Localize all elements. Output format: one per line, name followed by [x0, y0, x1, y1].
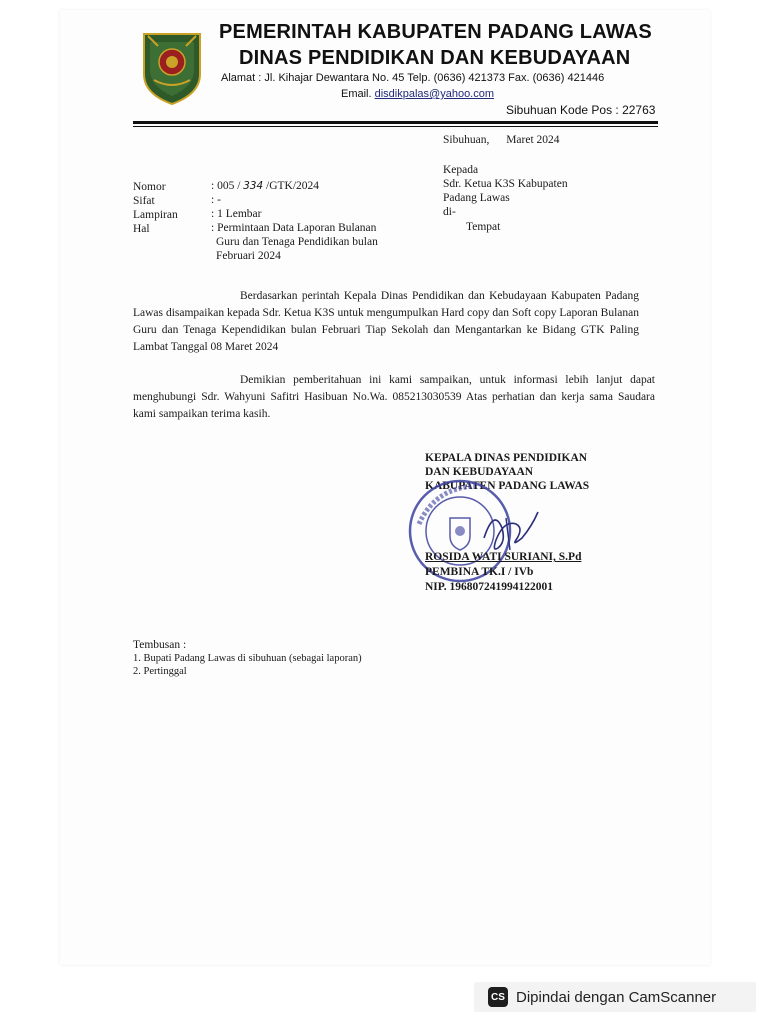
- letterhead-postal: Sibuhuan Kode Pos : 22763: [506, 103, 656, 117]
- hal-line2: Guru dan Tenaga Pendidikan bulan: [216, 236, 378, 248]
- lampiran-label: Lampiran: [133, 209, 178, 221]
- letterhead-title-line1: PEMERINTAH KABUPATEN PADANG LAWAS: [219, 21, 652, 43]
- tembusan-item-2: 2. Pertinggal: [133, 666, 187, 677]
- recipient-name-line2: Padang Lawas: [443, 192, 510, 204]
- nomor-label: Nomor: [133, 181, 166, 193]
- recipient-name-line1: Sdr. Ketua K3S Kabupaten: [443, 178, 568, 190]
- nomor-suffix: /GTK/2024: [266, 180, 320, 192]
- regency-emblem-logo: [140, 30, 204, 106]
- hal-line1: : Permintaan Data Laporan Bulanan: [211, 222, 377, 234]
- letterhead-rule-thick: [133, 121, 658, 124]
- tembusan-label: Tembusan :: [133, 639, 187, 651]
- nomor-prefix: : 005 /: [211, 180, 241, 192]
- letterhead-rule-thin: [133, 126, 658, 127]
- tembusan-item-1: 1. Bupati Padang Lawas di sibuhuan (sebagai laporan): [133, 653, 362, 664]
- sifat-value: : -: [211, 194, 221, 206]
- email-label: Email.: [341, 88, 372, 100]
- sifat-label: Sifat: [133, 195, 155, 207]
- date-month-year: Maret 2024: [506, 134, 560, 146]
- nomor-value: [211, 179, 319, 193]
- letterhead-title-line2: DINAS PENDIDIKAN DAN KEBUDAYAAN: [239, 47, 631, 69]
- sign-title-line1: KEPALA DINAS PENDIDIKAN: [425, 452, 588, 464]
- letterhead-address: Alamat : Jl. Kihajar Dewantara No. 45 Telp. (0636) 421373 Fax. (0636) 421446: [221, 72, 605, 84]
- lampiran-value: : 1 Lembar: [211, 208, 262, 220]
- hal-line3: Februari 2024: [216, 250, 281, 262]
- camscanner-logo-icon: CS: [488, 987, 508, 1007]
- signer-nip: NIP. 196807241994122001: [425, 581, 553, 593]
- camscanner-watermark: [474, 982, 756, 1012]
- sign-title-line3: KABUPATEN PADANG LAWAS: [425, 480, 590, 492]
- recipient-di: di-: [443, 206, 456, 218]
- body-paragraph-1: Berdasarkan perintah Kepala Dinas Pendidikan dan Kebudayaan Kabupaten Padang Lawas disampaikan kepada Sdr. Ketua K3S untuk mengumpulkan Hard copy dan Soft copy Laporan Bulanan Guru dan Tenaga Kependidikan bulan Februari Tiap Sekolah dan Mengantarkan ke Bidang GTK Paling Lambat Tanggal 08 Maret 2024: [133, 290, 639, 353]
- signer-name: ROSIDA WATI SURIANI, S.Pd: [425, 551, 582, 563]
- email-link[interactable]: disdikpalas@yahoo.com: [374, 88, 495, 100]
- date-place: Sibuhuan,: [443, 134, 490, 146]
- recipient-to: Kepada: [443, 164, 479, 176]
- letter-date: [443, 133, 560, 147]
- letter-page: [60, 10, 710, 965]
- hal-label: Hal: [133, 223, 150, 235]
- signer-rank: PEMBINA TK.I / IVb: [425, 566, 534, 578]
- sign-title-line2: DAN KEBUDAYAAN: [425, 466, 534, 478]
- camscanner-text: Dipindai dengan CamScanner: [516, 988, 717, 1006]
- body-paragraph-2: Demikian pemberitahuan ini kami sampaikan, untuk informasi lebih lanjut dapat menghubungi Sdr. Wahyuni Safitri Hasibuan No.Wa. 085213030539 Atas perhatian dan kerja sama Saudara kami sampaikan terima kasih.: [133, 374, 655, 420]
- handwritten-signature: [476, 498, 546, 558]
- nomor-handwritten: 334: [243, 179, 264, 192]
- letterhead-email-line: [341, 88, 494, 100]
- recipient-tempat: Tempat: [466, 221, 501, 233]
